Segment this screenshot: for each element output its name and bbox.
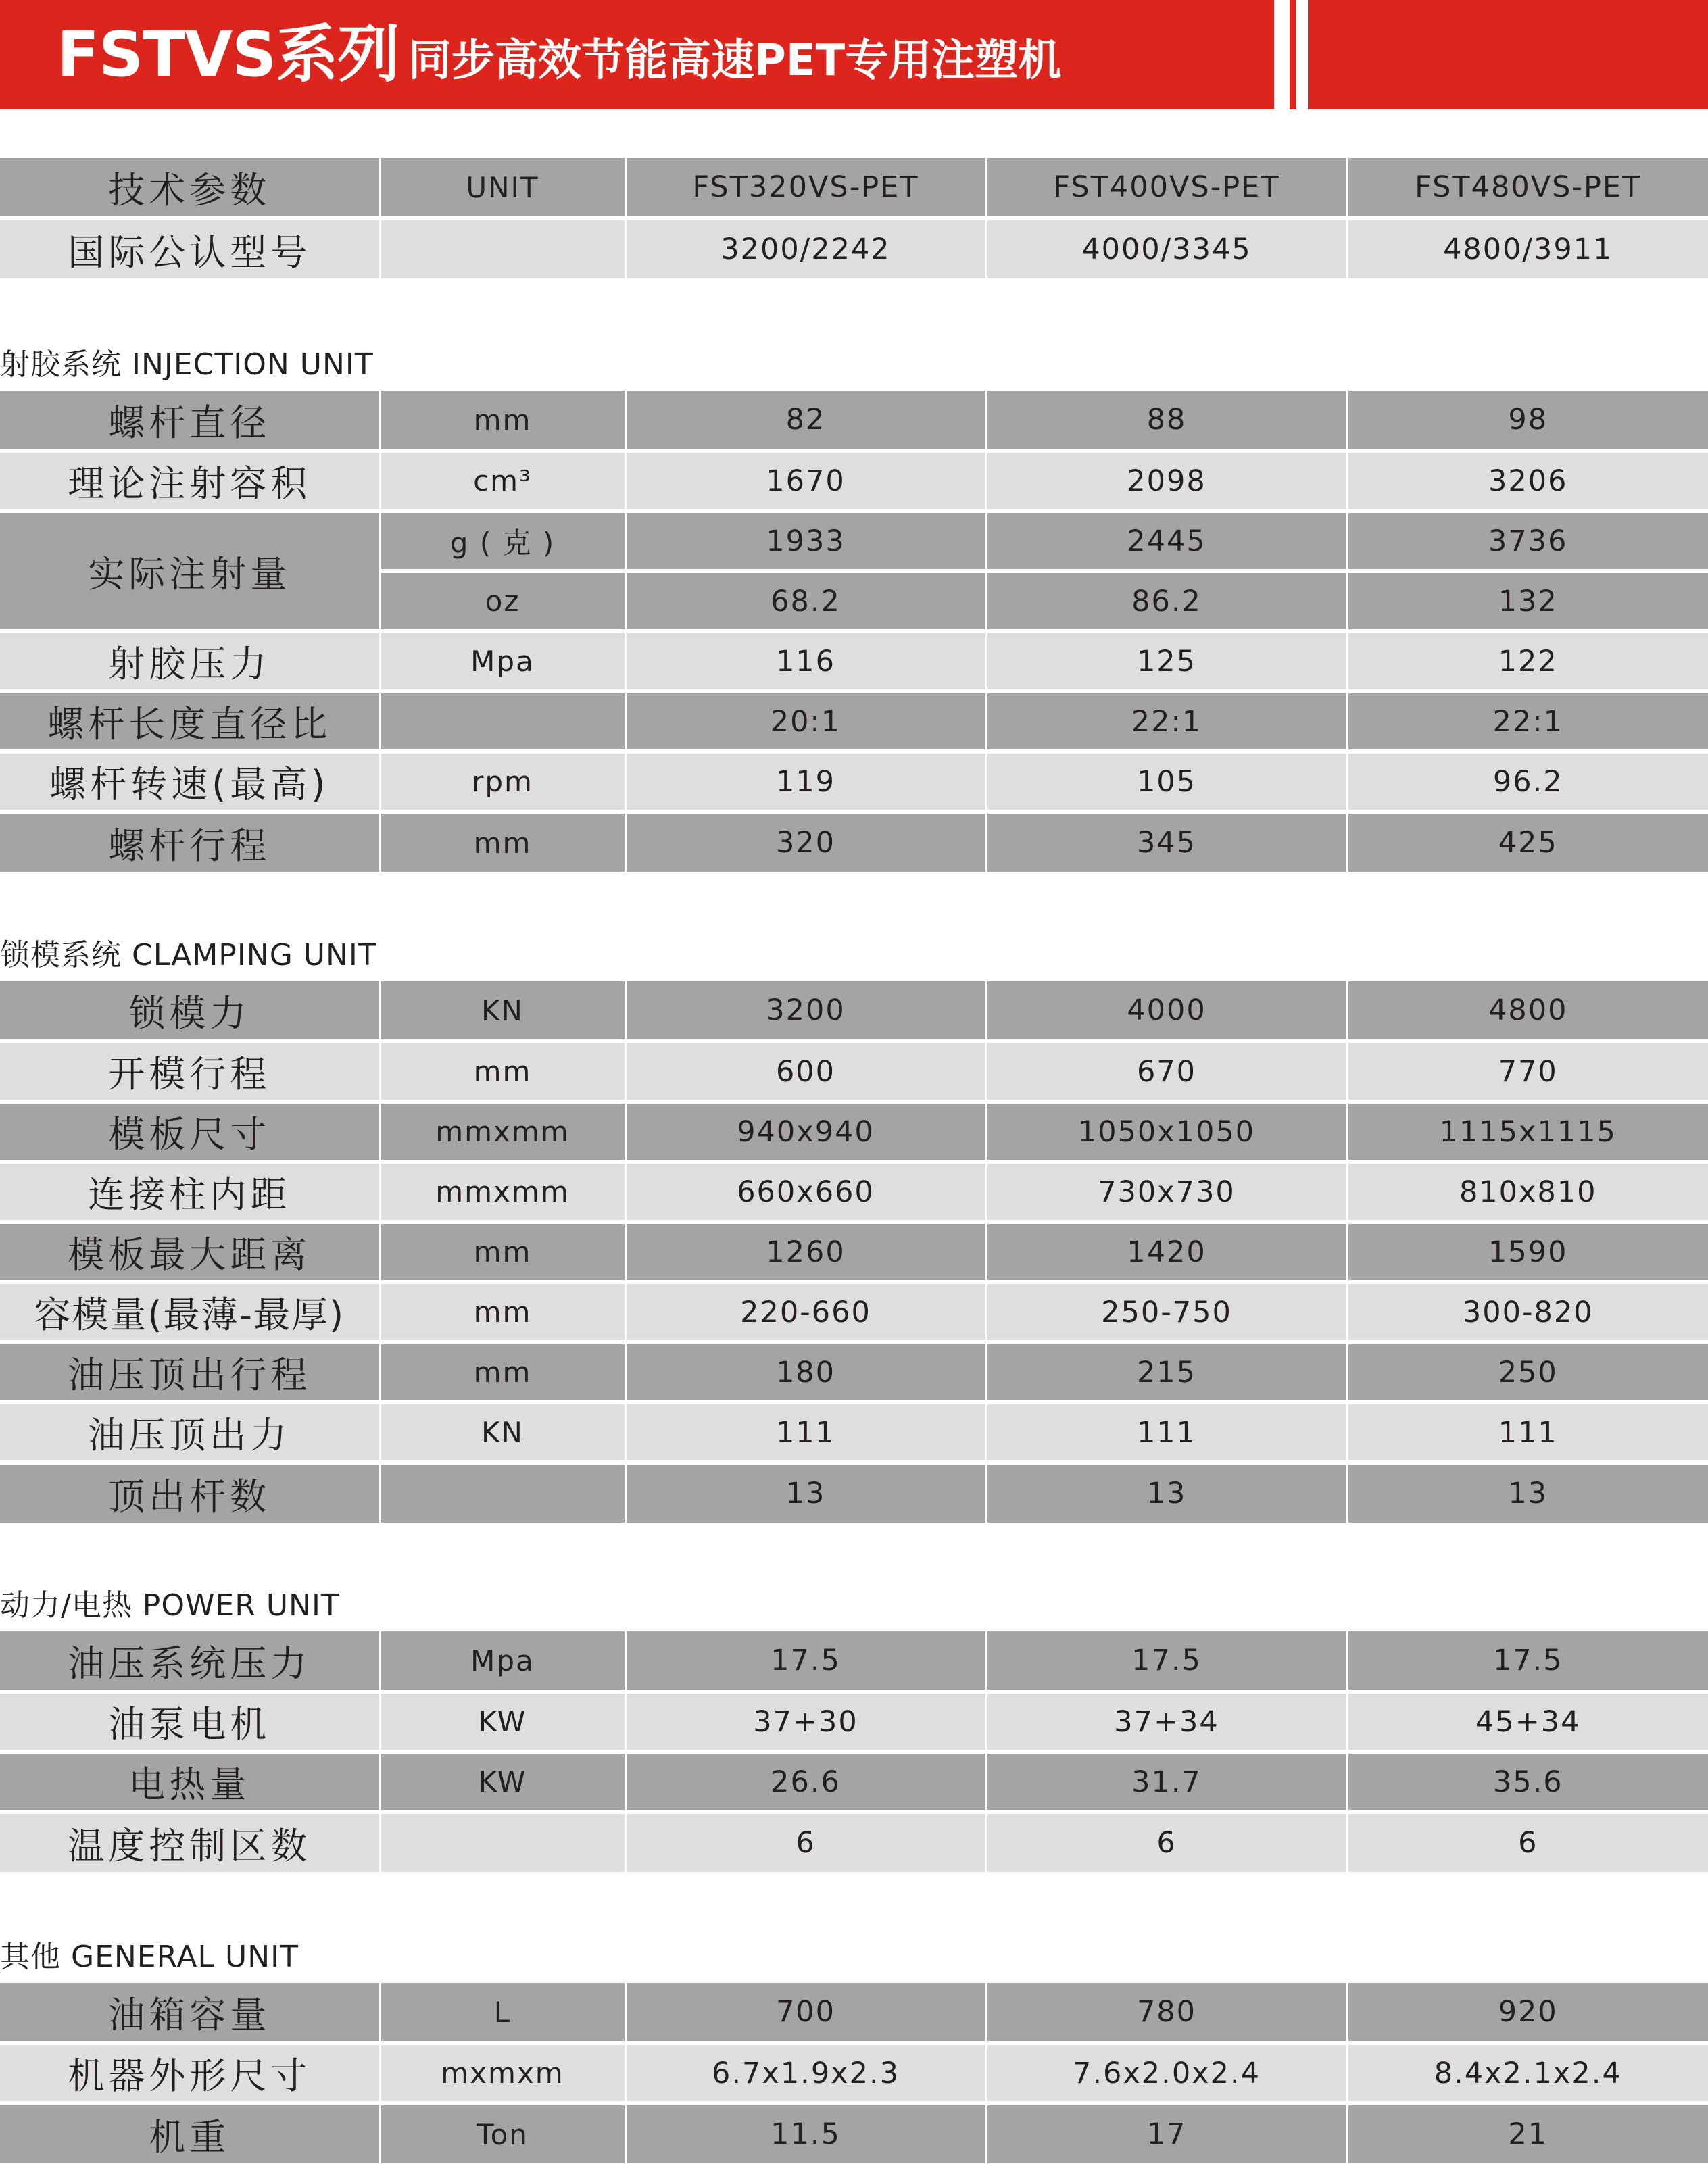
param-name: 螺杆直径: [0, 391, 380, 451]
value-cell: 2098: [986, 451, 1347, 511]
param-name: 理论注射容积: [0, 451, 380, 511]
param-name: 模板尺寸: [0, 1102, 380, 1162]
unit-cell: KN: [380, 1402, 625, 1462]
value-cell: 3200: [625, 981, 986, 1041]
value-cell: 1420: [986, 1222, 1347, 1282]
unit-cell: mm: [380, 1222, 625, 1282]
param-name: 射胶压力: [0, 631, 380, 691]
table-row: [0, 1282, 1708, 1342]
value-cell: 119: [625, 752, 986, 812]
param-name: 机器外形尺寸: [0, 2043, 380, 2103]
value-cell: 4000: [986, 981, 1347, 1041]
value-cell: 1670: [625, 451, 986, 511]
value-cell: 122: [1347, 631, 1708, 691]
table-row: [0, 752, 1708, 812]
value-cell: 111: [986, 1402, 1347, 1462]
value-cell: 1590: [1347, 1222, 1708, 1282]
value-cell: 320: [625, 812, 986, 872]
value-cell: 920: [1347, 1983, 1708, 2043]
value-cell: 26.6: [625, 1752, 986, 1812]
value-cell: 17.5: [1347, 1631, 1708, 1692]
unit-cell: oz: [380, 571, 625, 631]
value-cell: 215: [986, 1342, 1347, 1402]
intl-model-code: 3200/2242: [625, 218, 986, 278]
value-cell: 37+30: [625, 1692, 986, 1752]
table-row: [0, 631, 1708, 691]
table-row: [0, 2043, 1708, 2103]
param-name: 油压系统压力: [0, 1631, 380, 1692]
unit-label: UNIT: [380, 158, 625, 218]
value-cell: 6: [1347, 1812, 1708, 1872]
param-name: 模板最大距离: [0, 1222, 380, 1282]
power-table: [0, 1631, 1708, 1872]
value-cell: 940x940: [625, 1102, 986, 1162]
model-name: FST480VS-PET: [1347, 158, 1708, 218]
unit-cell: g ( 克 ): [380, 511, 625, 571]
section-title-clamping: 锁模系统 CLAMPING UNIT: [0, 938, 377, 973]
value-cell: 670: [986, 1041, 1347, 1102]
value-cell: 1115x1115: [1347, 1102, 1708, 1162]
value-cell: 132: [1347, 571, 1708, 631]
value-cell: 17.5: [625, 1631, 986, 1692]
table-row: [0, 2103, 1708, 2163]
unit-cell: Ton: [380, 2103, 625, 2163]
table-row: [0, 218, 1708, 278]
param-name: 油箱容量: [0, 1983, 380, 2043]
injection-table: [0, 391, 1708, 872]
value-cell: 300-820: [1347, 1282, 1708, 1342]
table-row: [0, 981, 1708, 1041]
value-cell: 660x660: [625, 1162, 986, 1222]
unit-cell: mxmxm: [380, 2043, 625, 2103]
table-row: [0, 1752, 1708, 1812]
unit-cell: mm: [380, 1041, 625, 1102]
table-row: [0, 1402, 1708, 1462]
value-cell: 600: [625, 1041, 986, 1102]
model-name: FST400VS-PET: [986, 158, 1347, 218]
table-row: [0, 1102, 1708, 1162]
param-name: 油压顶出力: [0, 1402, 380, 1462]
value-cell: 68.2: [625, 571, 986, 631]
value-cell: 6: [986, 1812, 1347, 1872]
intl-model-label: 国际公认型号: [0, 218, 380, 278]
value-cell: 13: [1347, 1462, 1708, 1523]
value-cell: 1933: [625, 511, 986, 571]
intl-model-code: 4000/3345: [986, 218, 1347, 278]
value-cell: 98: [1347, 391, 1708, 451]
param-name: 顶出杆数: [0, 1462, 380, 1523]
value-cell: 6: [625, 1812, 986, 1872]
table-row: [0, 1631, 1708, 1692]
value-cell: 13: [986, 1462, 1347, 1523]
param-name: 螺杆长度直径比: [0, 691, 380, 752]
value-cell: 35.6: [1347, 1752, 1708, 1812]
value-cell: 3736: [1347, 511, 1708, 571]
value-cell: 17.5: [986, 1631, 1347, 1692]
unit-cell: mmxmm: [380, 1162, 625, 1222]
value-cell: 11.5: [625, 2103, 986, 2163]
value-cell: 45+34: [1347, 1692, 1708, 1752]
value-cell: 86.2: [986, 571, 1347, 631]
value-cell: 1260: [625, 1222, 986, 1282]
unit-cell: [380, 691, 625, 752]
value-cell: 116: [625, 631, 986, 691]
value-cell: 17: [986, 2103, 1347, 2163]
table-row: [0, 158, 1708, 218]
unit-cell: KN: [380, 981, 625, 1041]
series-title: FSTVS系列: [57, 18, 399, 91]
unit-cell: mm: [380, 812, 625, 872]
value-cell: 37+34: [986, 1692, 1347, 1752]
unit-cell: KW: [380, 1752, 625, 1812]
intl-model-code: 4800/3911: [1347, 218, 1708, 278]
header-banner-right: [1308, 0, 1708, 109]
unit-cell: mmxmm: [380, 1102, 625, 1162]
table-row: [0, 812, 1708, 872]
value-cell: 20:1: [625, 691, 986, 752]
unit-cell: Mpa: [380, 631, 625, 691]
value-cell: 345: [986, 812, 1347, 872]
unit-cell: Mpa: [380, 1631, 625, 1692]
table-row: [0, 691, 1708, 752]
unit-cell: [380, 1812, 625, 1872]
value-cell: 22:1: [986, 691, 1347, 752]
value-cell: 21: [1347, 2103, 1708, 2163]
unit-cell: cm³: [380, 451, 625, 511]
table-row: [0, 1342, 1708, 1402]
param-label: 技术参数: [0, 158, 380, 218]
table-row: [0, 1692, 1708, 1752]
table-row: [0, 1162, 1708, 1222]
value-cell: 8.4x2.1x2.4: [1347, 2043, 1708, 2103]
value-cell: 2445: [986, 511, 1347, 571]
param-name: 机重: [0, 2103, 380, 2163]
table-row: [0, 1983, 1708, 2043]
param-name: 油泵电机: [0, 1692, 380, 1752]
value-cell: 96.2: [1347, 752, 1708, 812]
value-cell: 250: [1347, 1342, 1708, 1402]
table-row: [0, 1041, 1708, 1102]
param-name: 锁模力: [0, 981, 380, 1041]
value-cell: 770: [1347, 1041, 1708, 1102]
param-name: 电热量: [0, 1752, 380, 1812]
value-cell: 1050x1050: [986, 1102, 1347, 1162]
value-cell: 780: [986, 1983, 1347, 2043]
section-title-power: 动力/电热 POWER UNIT: [0, 1588, 340, 1623]
general-table: [0, 1983, 1708, 2163]
section-title-general: 其他 GENERAL UNIT: [0, 1940, 299, 1974]
unit-cell: mm: [380, 1342, 625, 1402]
value-cell: 88: [986, 391, 1347, 451]
value-cell: 13: [625, 1462, 986, 1523]
param-name: 油压顶出行程: [0, 1342, 380, 1402]
table-row: [0, 1222, 1708, 1282]
value-cell: 22:1: [1347, 691, 1708, 752]
value-cell: 700: [625, 1983, 986, 2043]
table-row: [0, 511, 1708, 571]
unit-cell: L: [380, 1983, 625, 2043]
model-name: FST320VS-PET: [625, 158, 986, 218]
value-cell: 105: [986, 752, 1347, 812]
value-cell: 730x730: [986, 1162, 1347, 1222]
value-cell: 3206: [1347, 451, 1708, 511]
series-subtitle: 同步高效节能高速PET专用注塑机: [408, 36, 1062, 86]
value-cell: 250-750: [986, 1282, 1347, 1342]
param-name: 连接柱内距: [0, 1162, 380, 1222]
param-name: 温度控制区数: [0, 1812, 380, 1872]
value-cell: 111: [1347, 1402, 1708, 1462]
table-row: [0, 1462, 1708, 1523]
unit-cell: rpm: [380, 752, 625, 812]
param-name: 螺杆转速(最高): [0, 752, 380, 812]
value-cell: 111: [625, 1402, 986, 1462]
value-cell: 6.7x1.9x2.3: [625, 2043, 986, 2103]
param-name: 容模量(最薄-最厚): [0, 1282, 380, 1342]
value-cell: 180: [625, 1342, 986, 1402]
unit-cell: mm: [380, 1282, 625, 1342]
param-name: 螺杆行程: [0, 812, 380, 872]
unit-cell: [380, 1462, 625, 1523]
value-cell: 125: [986, 631, 1347, 691]
table-row: [0, 451, 1708, 511]
table-row: [0, 1812, 1708, 1872]
value-cell: 31.7: [986, 1752, 1347, 1812]
param-name: 实际注射量: [0, 511, 380, 631]
value-cell: 7.6x2.0x2.4: [986, 2043, 1347, 2103]
section-title-injection: 射胶系统 INJECTION UNIT: [0, 347, 374, 382]
table-row: [0, 391, 1708, 451]
clamping-table: [0, 981, 1708, 1523]
unit-cell: mm: [380, 391, 625, 451]
unit-cell: KW: [380, 1692, 625, 1752]
value-cell: 425: [1347, 812, 1708, 872]
spec-header-table: [0, 158, 1708, 278]
value-cell: 810x810: [1347, 1162, 1708, 1222]
param-name: 开模行程: [0, 1041, 380, 1102]
header-divider-line: [1290, 0, 1296, 109]
value-cell: 4800: [1347, 981, 1708, 1041]
unit-cell: [380, 218, 625, 278]
value-cell: 220-660: [625, 1282, 986, 1342]
value-cell: 82: [625, 391, 986, 451]
